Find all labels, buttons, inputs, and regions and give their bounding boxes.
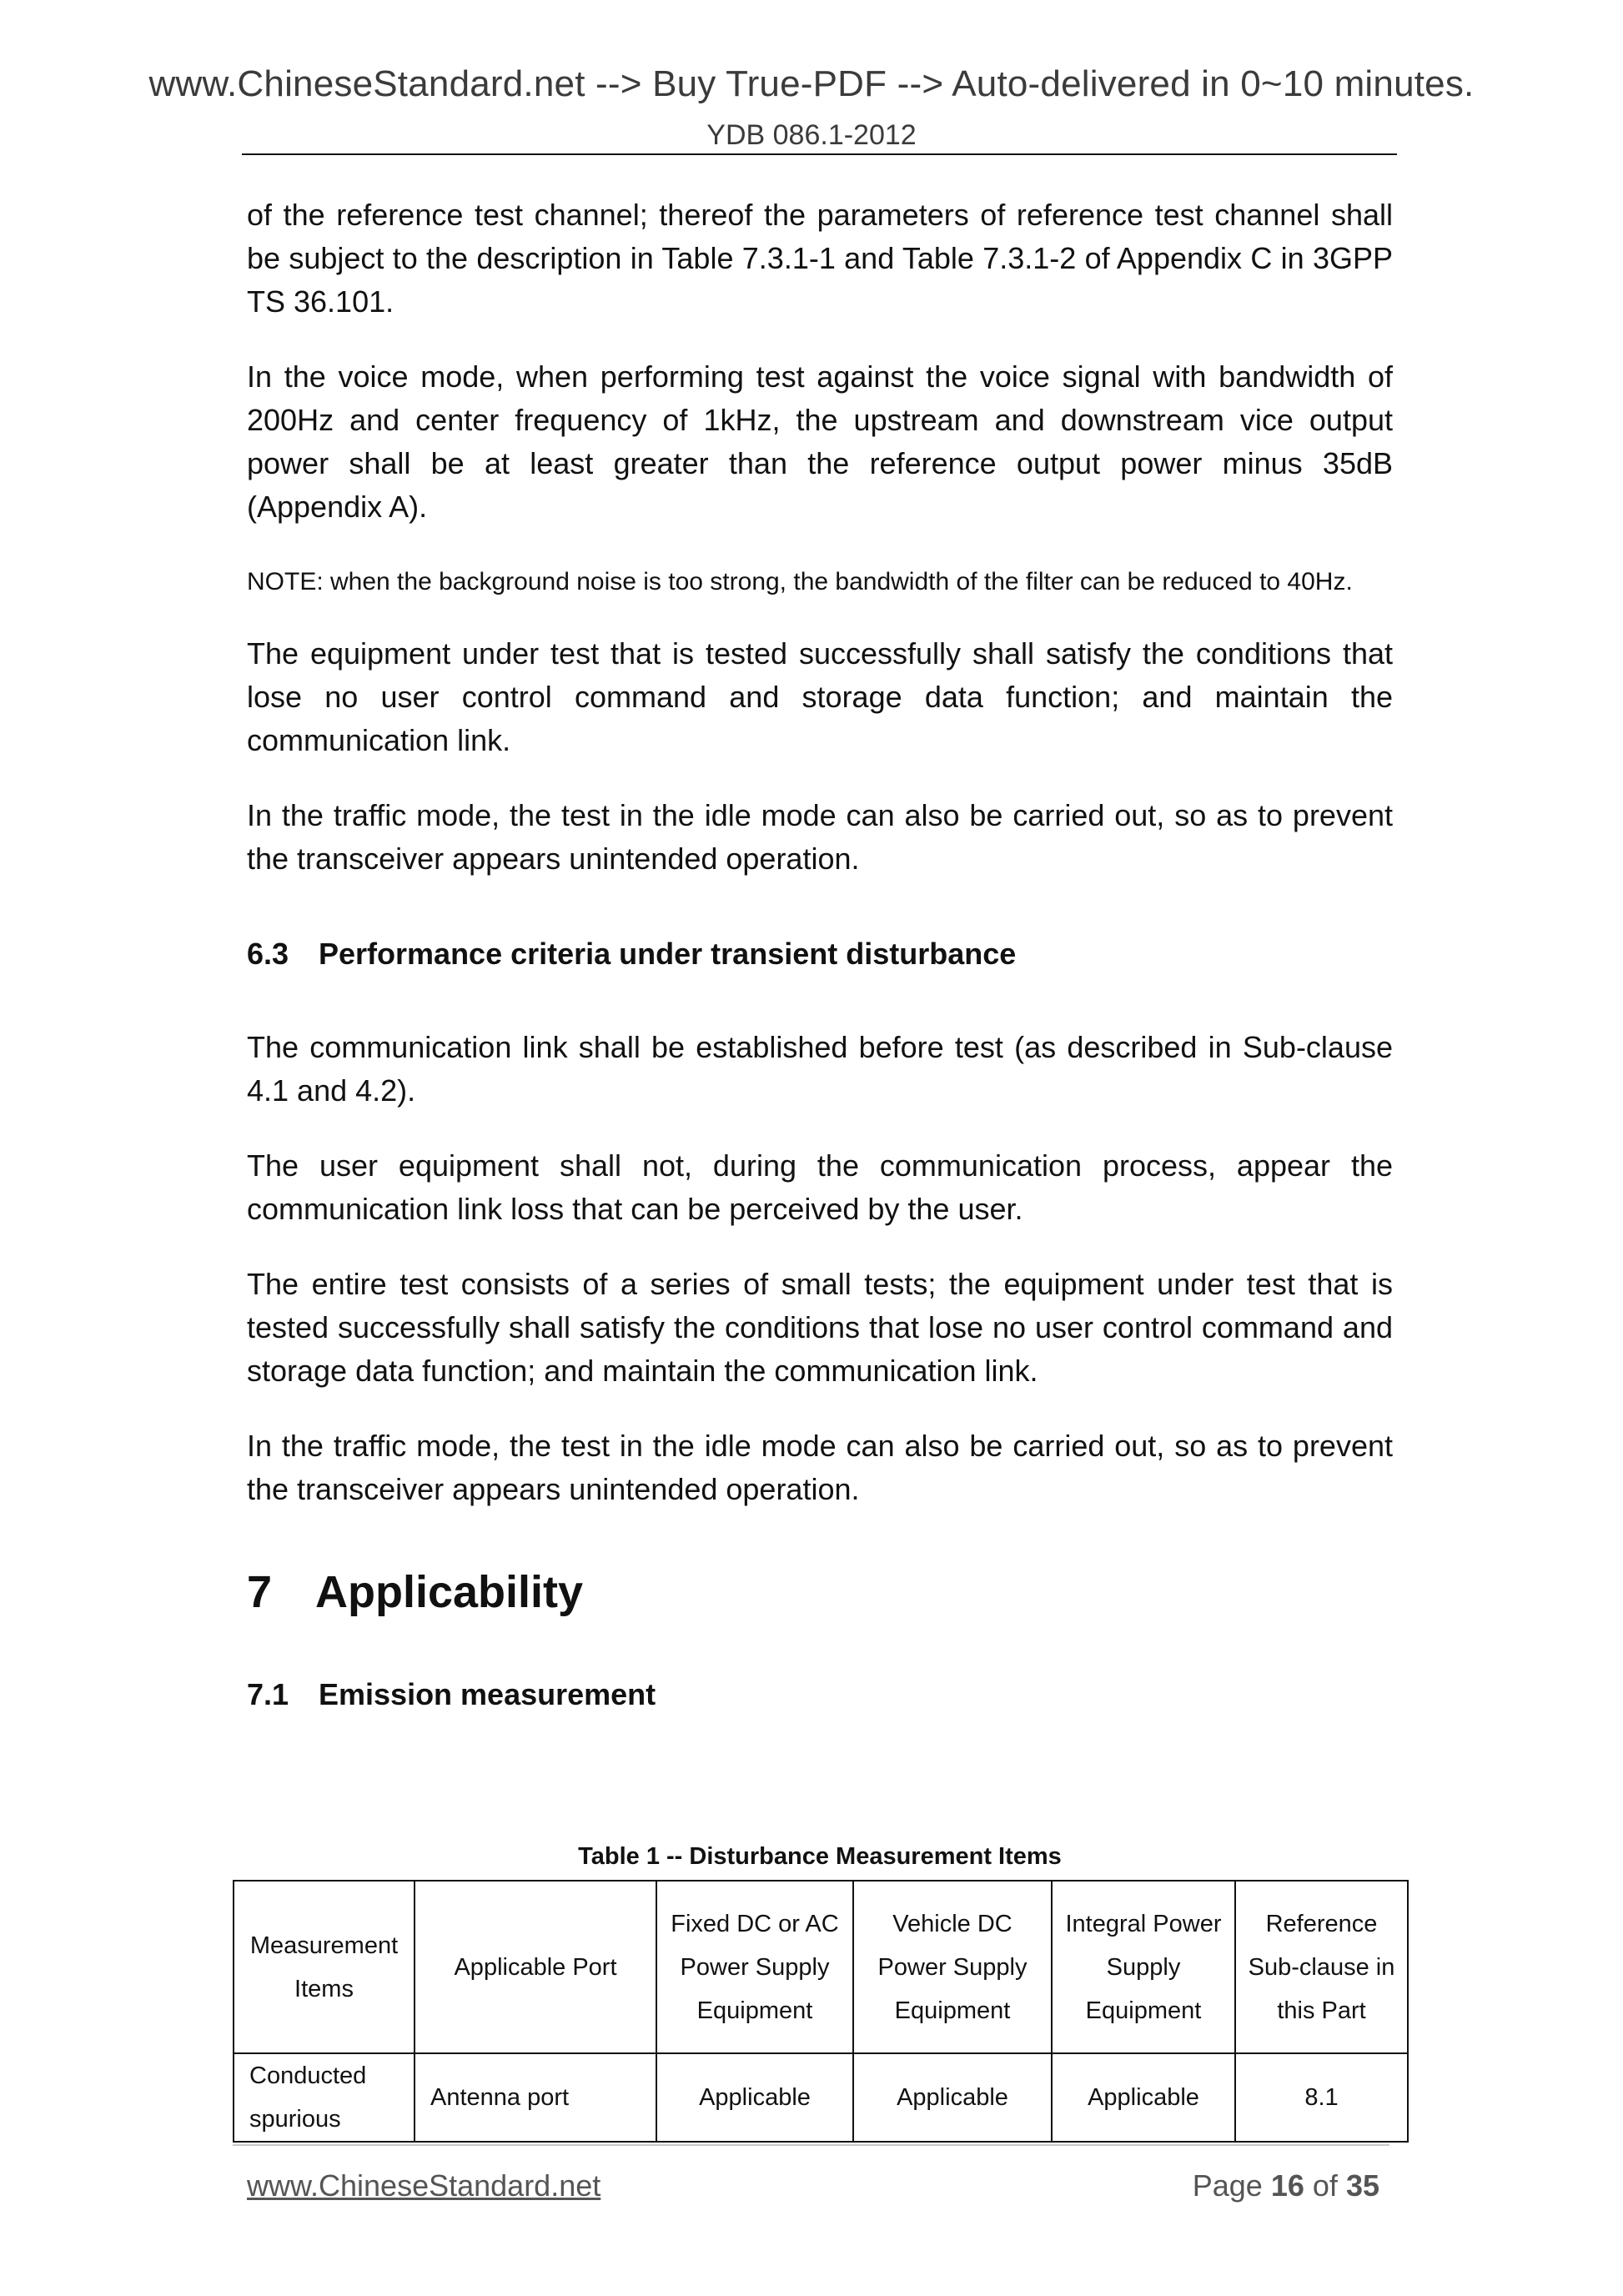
table-cell: Applicable <box>1052 2053 1235 2142</box>
paragraph: The entire test consists of a series of small tests; the equipment under test that is tested successfully shall satisfy the conditions that lose no user control command and storage data function; and maintain the communication link. <box>247 1267 1393 1388</box>
header-divider <box>242 153 1397 155</box>
table-header-cell: Fixed DC or AC Power Supply Equipment <box>656 1881 853 2053</box>
table-cell: Applicable <box>853 2053 1052 2142</box>
page-indicator <box>1193 2168 1379 2203</box>
page-label: Page <box>1192 2168 1263 2203</box>
section-number: 6.3 <box>247 937 289 971</box>
document-body <box>247 193 1393 1765</box>
disturbance-table-block <box>233 1840 1407 2143</box>
table-cell: Conducted spurious <box>234 2053 415 2142</box>
table-header-row <box>234 1881 1408 2053</box>
chapter-number: 7 <box>247 1567 273 1617</box>
paragraph: The communication link shall be established before test (as described in Sub-clause 4.1 and 4.2). <box>247 1030 1393 1108</box>
header-banner: www.ChineseStandard.net --> Buy True-PDF --> Auto-delivered in 0~10 minutes. <box>148 63 1475 104</box>
section-heading-6-3 <box>247 932 1393 976</box>
page-current: 16 <box>1270 2168 1304 2203</box>
table-header-cell: Reference Sub-clause in this Part <box>1235 1881 1408 2053</box>
table-header-cell: Vehicle DC Power Supply Equipment <box>853 1881 1052 2053</box>
footer-site-link[interactable]: www.ChineseStandard.net <box>247 2168 601 2203</box>
table-cell: Antenna port <box>415 2053 656 2142</box>
page-total: 35 <box>1345 2168 1379 2203</box>
table-header-cell: Applicable Port <box>415 1881 656 2053</box>
paragraph: In the traffic mode, the test in the idle mode can also be carried out, so as to prevent the transceiver appears unintended operation. <box>247 1429 1393 1506</box>
table-cell: 8.1 <box>1235 2053 1408 2142</box>
page-of-label: of <box>1312 2168 1338 2203</box>
standard-code: YDB 086.1-2012 <box>706 119 917 151</box>
paragraph: of the reference test channel; thereof the parameters of reference test channel shall be subject to the description in Table 7.3.1-1 and Table 7.3.1-2 of Appendix C in 3GPP TS 36.101. <box>247 198 1393 319</box>
section-heading-7-1 <box>247 1673 1393 1716</box>
paragraph: In the traffic mode, the test in the idle mode can also be carried out, so as to prevent the transceiver appears unintended operation. <box>247 798 1393 876</box>
table-header-cell: Integral Power Supply Equipment <box>1052 1881 1235 2053</box>
section-title: Performance criteria under transient disturbance <box>319 937 1017 971</box>
chapter-heading-7 <box>247 1563 1393 1621</box>
paragraph: The equipment under test that is tested successfully shall satisfy the conditions that lose no user control command and storage data function; and maintain the communication link. <box>247 636 1393 757</box>
paragraph: The user equipment shall not, during the communication process, appear the communication link loss that can be perceived by the user. <box>247 1148 1393 1226</box>
table-cell: Applicable <box>656 2053 853 2142</box>
paragraph: In the voice mode, when performing test against the voice signal with bandwidth of 200Hz and center frequency of 1kHz, the upstream and downstream vice output power shall be at least greater than the reference output power minus 35dB (Appendix A). <box>247 359 1393 524</box>
table-caption: Table 1 -- Disturbance Measurement Items <box>578 1843 1062 1870</box>
disturbance-measurement-table <box>233 1880 1409 2143</box>
section-title: Emission measurement <box>319 1677 656 1711</box>
chapter-title: Applicability <box>315 1567 584 1617</box>
table-row <box>234 2053 1408 2142</box>
footer-divider <box>233 2144 1389 2146</box>
table-header-cell: Measurement Items <box>234 1881 415 2053</box>
section-number: 7.1 <box>247 1677 289 1711</box>
note: NOTE: when the background noise is too strong, the bandwidth of the filter can be reduced to 40Hz. <box>247 568 1353 595</box>
